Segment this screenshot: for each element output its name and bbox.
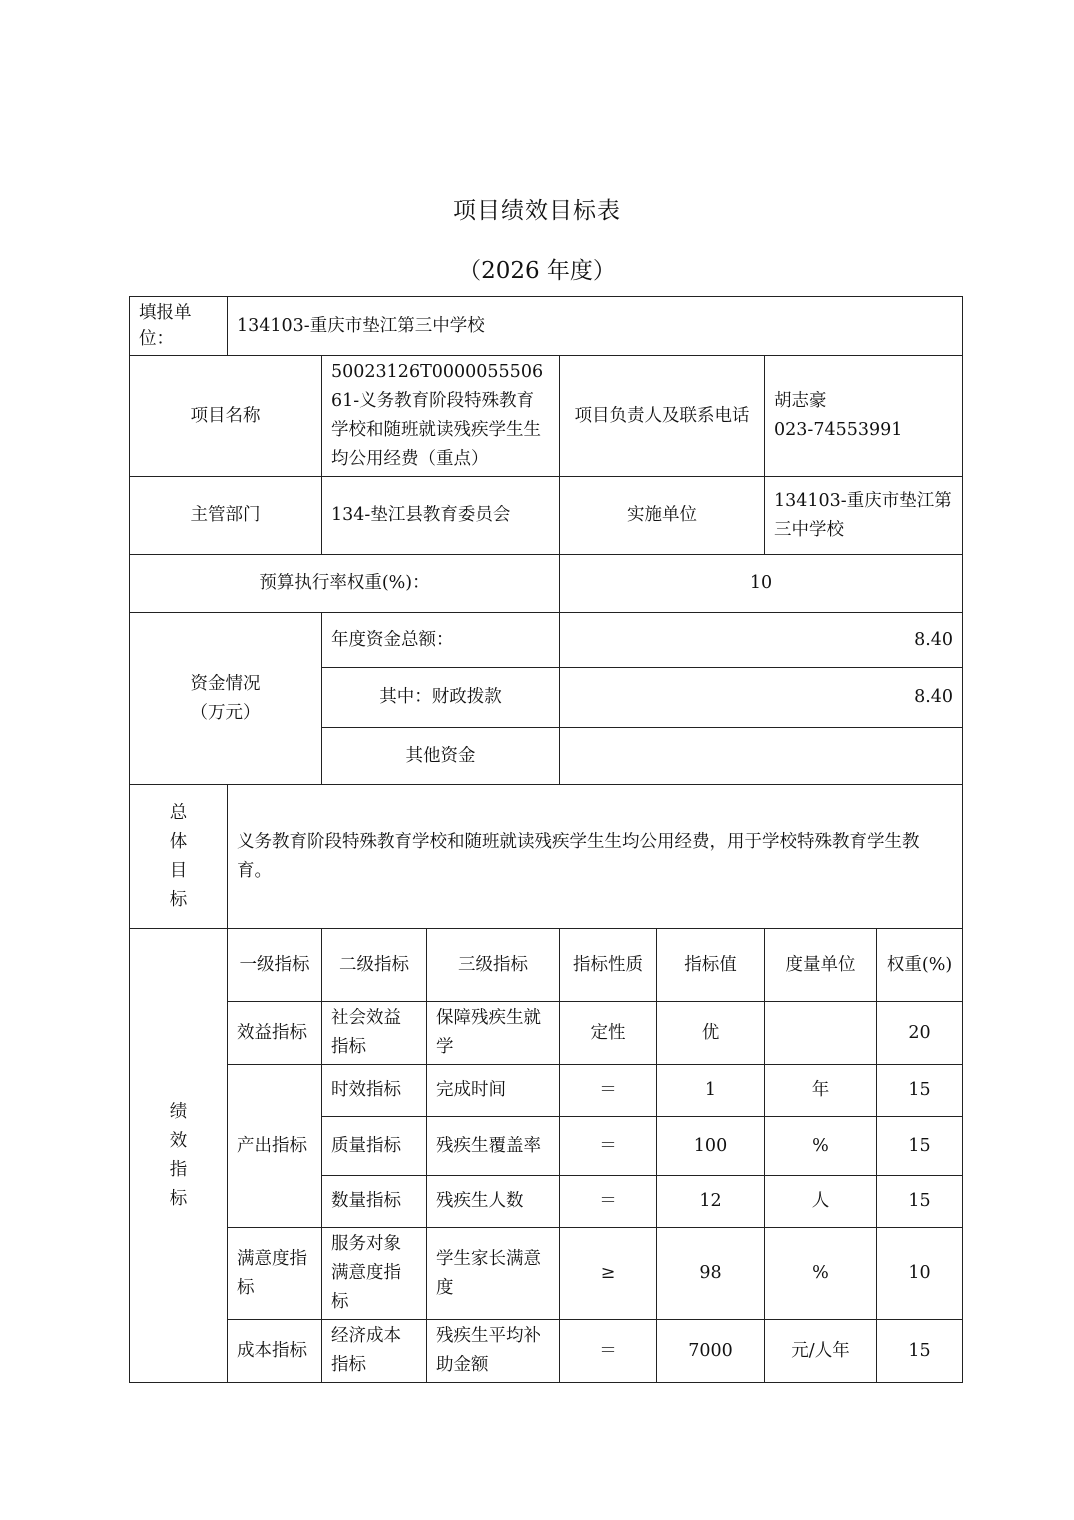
header-unit: 度量单位 [765,929,877,1002]
page-title: 项目绩效目标表 [453,198,621,224]
group-output: 产出指标 [228,1065,322,1228]
page-subtitle: （2026 年度） [458,258,616,284]
project-name-value: 50023126T000005550661-义务教育阶段特殊教育学校和随班就读残疾学生生均公用经费（重点） [322,356,560,477]
project-owner-name: 胡志豪 [774,391,827,411]
table-row: 效益指标 社会效益指标 保障残疾生就学 定性 优 20 [130,1002,963,1065]
goal-text: 义务教育阶段特殊教育学校和随班就读残疾学生生均公用经费，用于学校特殊教育学生教育。 [228,785,963,929]
goal-label: 总 体 目 标 [130,785,228,929]
budget-weight-value: 10 [560,555,963,613]
project-owner-phone: 023-74553991 [774,420,903,440]
funds-total-label: 年度资金总额： [322,613,560,668]
impl-unit-label: 实施单位 [560,477,765,555]
perf-label: 绩 效 指 标 [130,929,228,1383]
group-benefit: 效益指标 [228,1002,322,1065]
funds-total-value: 8.40 [560,613,963,668]
unit-value: 134103-重庆市垫江第三中学校 [228,297,963,356]
project-owner-label: 项目负责人及联系电话 [560,356,765,477]
header-nature: 指标性质 [560,929,657,1002]
funds-fiscal-value: 8.40 [560,668,963,728]
table-row: 满意度指标 服务对象满意度指标 学生家长满意度 ≥ 98 % 10 [130,1228,963,1320]
funds-fiscal-label: 其中：财政拨款 [322,668,560,728]
funds-other-value [560,728,963,785]
impl-unit-value: 134103-重庆市垫江第三中学校 [765,477,963,555]
project-name-label: 项目名称 [130,356,322,477]
funds-label: 资金情况 （万元） [130,613,322,785]
table-row: 成本指标 经济成本指标 残疾生平均补助金额 ＝ 7000 元/人年 15 [130,1320,963,1383]
group-cost: 成本指标 [228,1320,322,1383]
group-satisfaction: 满意度指标 [228,1228,322,1320]
funds-other-label: 其他资金 [322,728,560,785]
budget-weight-label: 预算执行率权重(%)： [130,555,560,613]
header-level2: 二级指标 [322,929,427,1002]
dept-value: 134-垫江县教育委员会 [322,477,560,555]
table-row: 数量指标 残疾生人数 ＝ 12 人 15 [130,1176,963,1228]
header-level3: 三级指标 [427,929,560,1002]
table-row: 质量指标 残疾生覆盖率 ＝ 100 % 15 [130,1117,963,1176]
header-level1: 一级指标 [228,929,322,1002]
performance-target-table [129,296,963,1383]
header-value: 指标值 [657,929,765,1002]
header-weight: 权重(%) [877,929,963,1002]
project-owner-contact [765,356,963,477]
dept-label: 主管部门 [130,477,322,555]
unit-label: 填报单位： [130,297,228,356]
table-row: 产出指标 时效指标 完成时间 ＝ 1 年 15 [130,1065,963,1117]
